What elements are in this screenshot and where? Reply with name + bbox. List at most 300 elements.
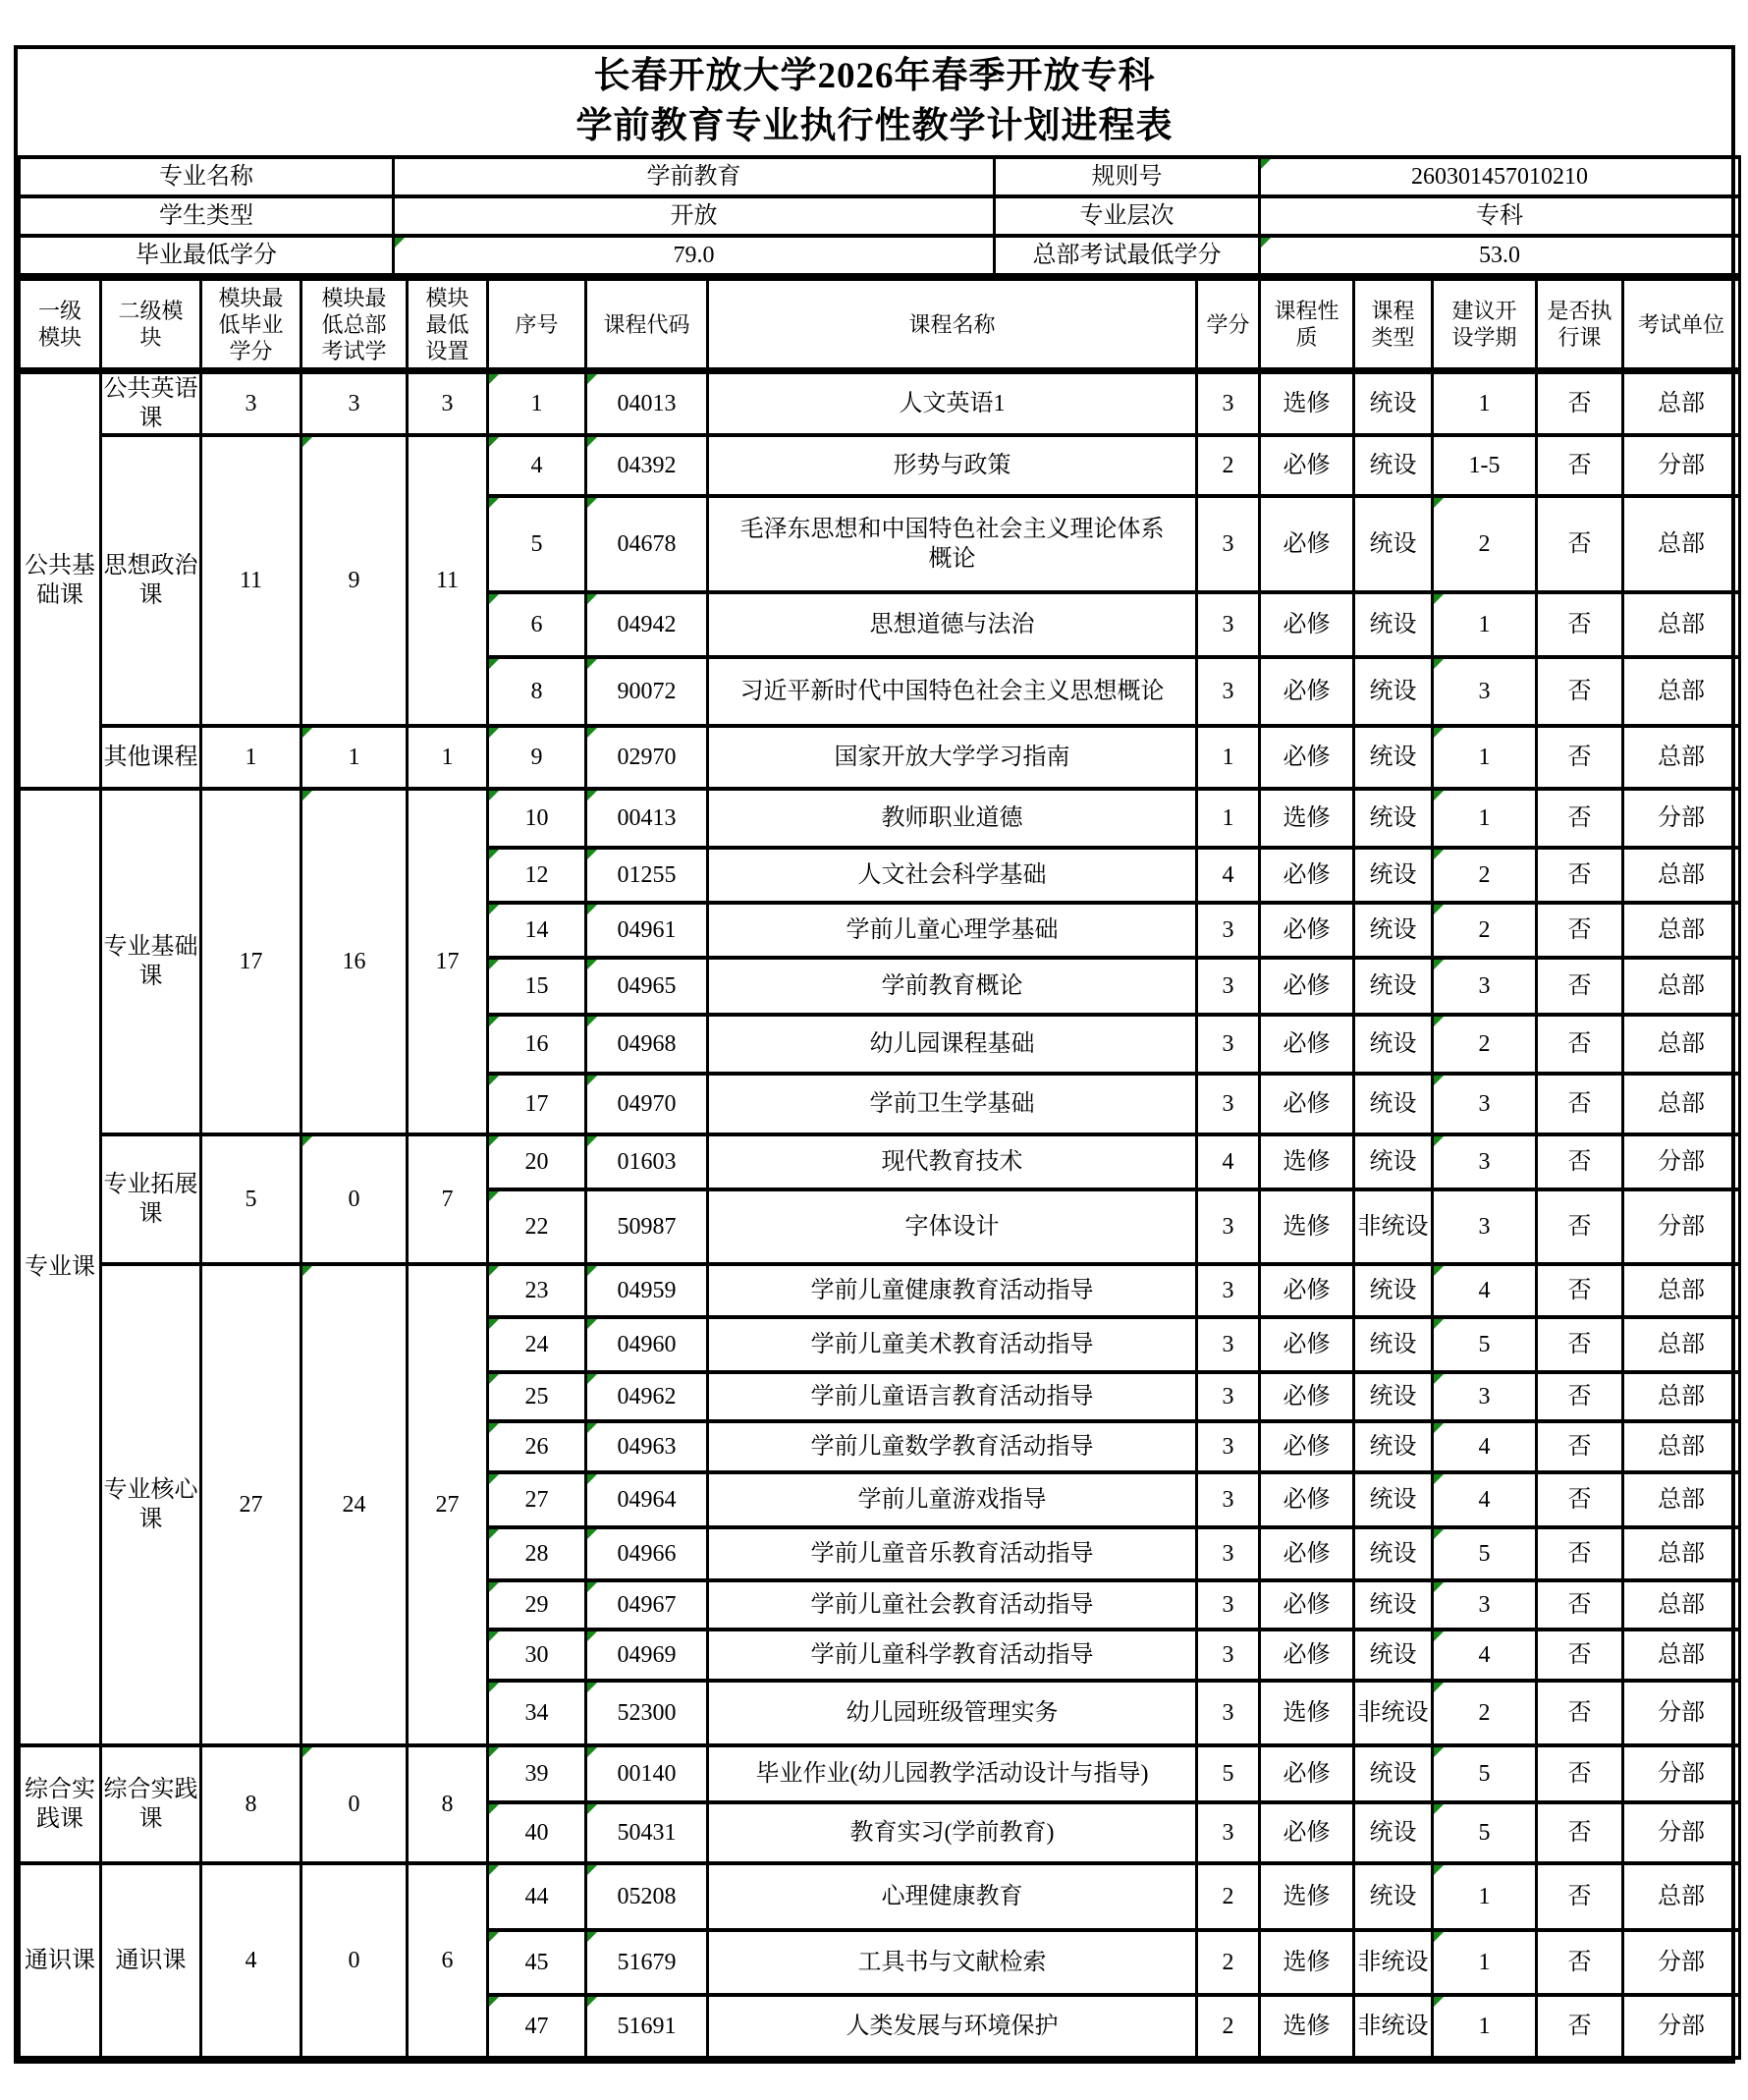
col-header-course-type: 课程类型	[1354, 279, 1433, 371]
credits-cell: 3	[1197, 1580, 1260, 1630]
seq-cell: 39	[488, 1745, 586, 1802]
module-min-grad-credits-cell: 27	[201, 1264, 301, 1745]
col-header-module-min-grad-credits: 模块最低毕业学分	[201, 279, 301, 371]
module-min-hq-exam-credits-cell: 16	[301, 789, 408, 1134]
course-type-cell: 统设	[1354, 1630, 1433, 1681]
course-nature-cell: 必修	[1260, 848, 1354, 903]
course-nature-cell: 必修	[1260, 1580, 1354, 1630]
suggested-term-cell: 5	[1433, 1317, 1537, 1372]
module-min-set-credits-cell: 6	[408, 1863, 488, 2058]
teaching-plan-sheet	[14, 45, 1735, 2064]
credits-cell: 3	[1197, 1074, 1260, 1134]
course-name-cell: 毕业作业(幼儿园教学活动设计与指导)	[708, 1745, 1197, 1802]
suggested-term-cell: 1	[1433, 371, 1537, 436]
course-nature-cell: 必修	[1260, 1745, 1354, 1802]
module-min-hq-exam-credits-cell: 0	[301, 1863, 408, 2058]
course-code-cell: 04969	[586, 1630, 708, 1681]
exam-unit-cell: 总部	[1623, 1074, 1740, 1134]
exec-flag-cell: 否	[1537, 1317, 1623, 1372]
course-code-cell: 00413	[586, 789, 708, 848]
course-row	[20, 1745, 1740, 1802]
seq-cell: 5	[488, 496, 586, 592]
credits-cell: 1	[1197, 789, 1260, 848]
course-code-cell: 04966	[586, 1527, 708, 1580]
level2-module-cell: 综合实践课	[101, 1745, 201, 1863]
course-type-cell: 统设	[1354, 726, 1433, 789]
course-name-cell: 工具书与文献检索	[708, 1930, 1197, 1995]
suggested-term-cell: 2	[1433, 848, 1537, 903]
credits-cell: 4	[1197, 1134, 1260, 1189]
exam-unit-cell: 总部	[1623, 1527, 1740, 1580]
exam-unit-cell: 总部	[1623, 848, 1740, 903]
course-nature-cell: 必修	[1260, 496, 1354, 592]
col-header-module-min-hq-exam-credits: 模块最低总部考试学	[301, 279, 408, 371]
info-row-student-type	[20, 196, 1740, 236]
course-code-cell: 04970	[586, 1074, 708, 1134]
suggested-term-cell: 5	[1433, 1802, 1537, 1863]
course-code-cell: 02970	[586, 726, 708, 789]
exec-flag-cell: 否	[1537, 1074, 1623, 1134]
exam-unit-cell: 分部	[1623, 1134, 1740, 1189]
credits-cell: 3	[1197, 1802, 1260, 1863]
course-type-cell: 统设	[1354, 1863, 1433, 1930]
suggested-term-cell: 5	[1433, 1527, 1537, 1580]
course-name-cell: 学前卫生学基础	[708, 1074, 1197, 1134]
suggested-term-cell: 1-5	[1433, 435, 1537, 496]
module-min-hq-exam-credits-cell: 0	[301, 1134, 408, 1264]
course-name-cell: 幼儿园课程基础	[708, 1015, 1197, 1074]
seq-cell: 30	[488, 1630, 586, 1681]
credits-cell: 3	[1197, 1317, 1260, 1372]
course-nature-cell: 选修	[1260, 1995, 1354, 2058]
exec-flag-cell: 否	[1537, 789, 1623, 848]
level2-module-cell: 专业基础课	[101, 789, 201, 1134]
credits-cell: 3	[1197, 1472, 1260, 1527]
module-min-hq-exam-credits-cell: 24	[301, 1264, 408, 1745]
course-row	[20, 789, 1740, 848]
seq-cell: 44	[488, 1863, 586, 1930]
info-label-student-type: 学生类型	[20, 196, 394, 236]
exam-unit-cell: 分部	[1623, 1189, 1740, 1264]
seq-cell: 28	[488, 1527, 586, 1580]
course-type-cell: 统设	[1354, 657, 1433, 726]
exam-unit-cell: 总部	[1623, 1472, 1740, 1527]
suggested-term-cell: 3	[1433, 1074, 1537, 1134]
exec-flag-cell: 否	[1537, 1930, 1623, 1995]
exec-flag-cell: 否	[1537, 1745, 1623, 1802]
course-name-cell: 学前儿童语言教育活动指导	[708, 1372, 1197, 1421]
course-type-cell: 统设	[1354, 1134, 1433, 1189]
suggested-term-cell: 1	[1433, 1930, 1537, 1995]
seq-cell: 4	[488, 435, 586, 496]
course-type-cell: 非统设	[1354, 1189, 1433, 1264]
course-nature-cell: 必修	[1260, 1527, 1354, 1580]
course-name-cell: 心理健康教育	[708, 1863, 1197, 1930]
module-min-grad-credits-cell: 5	[201, 1134, 301, 1264]
exec-flag-cell: 否	[1537, 1580, 1623, 1630]
course-row	[20, 1264, 1740, 1317]
exam-unit-cell: 分部	[1623, 1930, 1740, 1995]
exam-unit-cell: 总部	[1623, 657, 1740, 726]
seq-cell: 8	[488, 657, 586, 726]
course-name-cell: 毛泽东思想和中国特色社会主义理论体系概论	[708, 496, 1197, 592]
course-type-cell: 非统设	[1354, 1995, 1433, 2058]
course-code-cell: 04968	[586, 1015, 708, 1074]
course-code-cell: 90072	[586, 657, 708, 726]
exec-flag-cell: 否	[1537, 1527, 1623, 1580]
credits-cell: 3	[1197, 371, 1260, 436]
exam-unit-cell: 总部	[1623, 1630, 1740, 1681]
module-min-grad-credits-cell: 4	[201, 1863, 301, 2058]
course-row	[20, 726, 1740, 789]
exam-unit-cell: 分部	[1623, 1745, 1740, 1802]
exec-flag-cell: 否	[1537, 848, 1623, 903]
credits-cell: 1	[1197, 726, 1260, 789]
course-type-cell: 统设	[1354, 1372, 1433, 1421]
course-type-cell: 非统设	[1354, 1681, 1433, 1745]
course-type-cell: 统设	[1354, 592, 1433, 657]
course-name-cell: 学前儿童游戏指导	[708, 1472, 1197, 1527]
title-line-1: 长春开放大学2026年春季开放专科	[593, 56, 1156, 96]
course-row	[20, 1863, 1740, 1930]
exec-flag-cell: 否	[1537, 1681, 1623, 1745]
exam-unit-cell: 总部	[1623, 496, 1740, 592]
course-nature-cell: 必修	[1260, 1802, 1354, 1863]
exam-unit-cell: 总部	[1623, 903, 1740, 958]
course-type-cell: 统设	[1354, 1421, 1433, 1472]
course-nature-cell: 选修	[1260, 1189, 1354, 1264]
exec-flag-cell: 否	[1537, 496, 1623, 592]
exec-flag-cell: 否	[1537, 1802, 1623, 1863]
document-title	[18, 49, 1731, 155]
seq-cell: 47	[488, 1995, 586, 2058]
course-code-cell: 04392	[586, 435, 708, 496]
course-code-cell: 04678	[586, 496, 708, 592]
suggested-term-cell: 2	[1433, 903, 1537, 958]
credits-cell: 2	[1197, 435, 1260, 496]
course-type-cell: 统设	[1354, 435, 1433, 496]
module-min-hq-exam-credits-cell: 1	[301, 726, 408, 789]
course-type-cell: 统设	[1354, 903, 1433, 958]
suggested-term-cell: 3	[1433, 958, 1537, 1015]
level2-module-cell: 专业拓展课	[101, 1134, 201, 1264]
suggested-term-cell: 4	[1433, 1264, 1537, 1317]
course-nature-cell: 选修	[1260, 789, 1354, 848]
module-min-set-credits-cell: 8	[408, 1745, 488, 1863]
suggested-term-cell: 3	[1433, 1372, 1537, 1421]
course-row	[20, 371, 1740, 436]
course-name-cell: 人类发展与环境保护	[708, 1995, 1197, 2058]
course-code-cell: 04967	[586, 1580, 708, 1630]
exec-flag-cell: 否	[1537, 1134, 1623, 1189]
course-name-cell: 教育实习(学前教育)	[708, 1802, 1197, 1863]
seq-cell: 12	[488, 848, 586, 903]
course-name-cell: 人文英语1	[708, 371, 1197, 436]
course-name-cell: 习近平新时代中国特色社会主义思想概论	[708, 657, 1197, 726]
module-min-set-credits-cell: 1	[408, 726, 488, 789]
exam-unit-cell: 总部	[1623, 371, 1740, 436]
exec-flag-cell: 否	[1537, 592, 1623, 657]
course-name-cell: 思想道德与法治	[708, 592, 1197, 657]
course-type-cell: 统设	[1354, 1264, 1433, 1317]
exam-unit-cell: 分部	[1623, 435, 1740, 496]
credits-cell: 3	[1197, 1527, 1260, 1580]
level2-module-cell: 其他课程	[101, 726, 201, 789]
exec-flag-cell: 否	[1537, 958, 1623, 1015]
course-code-cell: 01603	[586, 1134, 708, 1189]
credits-cell: 3	[1197, 496, 1260, 592]
col-header-level2-module: 二级模块	[101, 279, 201, 371]
col-header-credits: 学分	[1197, 279, 1260, 371]
course-row	[20, 1134, 1740, 1189]
suggested-term-cell: 1	[1433, 1995, 1537, 2058]
course-nature-cell: 必修	[1260, 1074, 1354, 1134]
course-row	[20, 435, 1740, 496]
course-name-cell: 幼儿园班级管理实务	[708, 1681, 1197, 1745]
info-value-student-type: 开放	[394, 196, 995, 236]
course-name-cell: 教师职业道德	[708, 789, 1197, 848]
credits-cell: 3	[1197, 592, 1260, 657]
course-plan-table	[18, 277, 1741, 2060]
exam-unit-cell: 总部	[1623, 958, 1740, 1015]
seq-cell: 22	[488, 1189, 586, 1264]
column-header-row	[20, 279, 1740, 371]
course-name-cell: 学前儿童社会教育活动指导	[708, 1580, 1197, 1630]
info-label-major-name: 专业名称	[20, 157, 394, 196]
course-code-cell: 51679	[586, 1930, 708, 1995]
course-type-cell: 统设	[1354, 789, 1433, 848]
exec-flag-cell: 否	[1537, 1863, 1623, 1930]
exam-unit-cell: 分部	[1623, 1681, 1740, 1745]
course-type-cell: 统设	[1354, 848, 1433, 903]
course-name-cell: 国家开放大学学习指南	[708, 726, 1197, 789]
seq-cell: 16	[488, 1015, 586, 1074]
credits-cell: 3	[1197, 1372, 1260, 1421]
credits-cell: 3	[1197, 657, 1260, 726]
course-nature-cell: 选修	[1260, 1134, 1354, 1189]
course-type-cell: 非统设	[1354, 1930, 1433, 1995]
module-min-hq-exam-credits-cell: 0	[301, 1745, 408, 1863]
level2-module-cell: 通识课	[101, 1863, 201, 2058]
suggested-term-cell: 1	[1433, 789, 1537, 848]
level1-module-cell: 公共基础课	[20, 371, 101, 790]
course-code-cell: 04960	[586, 1317, 708, 1372]
exam-unit-cell: 总部	[1623, 1264, 1740, 1317]
seq-cell: 45	[488, 1930, 586, 1995]
course-code-cell: 04013	[586, 371, 708, 436]
course-code-cell: 05208	[586, 1863, 708, 1930]
info-label-rule-number: 规则号	[995, 157, 1260, 196]
exec-flag-cell: 否	[1537, 657, 1623, 726]
course-nature-cell: 必修	[1260, 958, 1354, 1015]
info-value-hq-exam-min-credits: 53.0	[1260, 236, 1740, 275]
seq-cell: 17	[488, 1074, 586, 1134]
module-min-grad-credits-cell: 3	[201, 371, 301, 436]
suggested-term-cell: 2	[1433, 1681, 1537, 1745]
course-nature-cell: 选修	[1260, 1930, 1354, 1995]
course-name-cell: 学前儿童美术教育活动指导	[708, 1317, 1197, 1372]
course-code-cell: 50431	[586, 1802, 708, 1863]
suggested-term-cell: 1	[1433, 1863, 1537, 1930]
seq-cell: 10	[488, 789, 586, 848]
course-code-cell: 04961	[586, 903, 708, 958]
seq-cell: 26	[488, 1421, 586, 1472]
credits-cell: 3	[1197, 903, 1260, 958]
module-min-grad-credits-cell: 17	[201, 789, 301, 1134]
seq-cell: 23	[488, 1264, 586, 1317]
credits-cell: 3	[1197, 1189, 1260, 1264]
level2-module-cell: 思想政治课	[101, 435, 201, 726]
exam-unit-cell: 总部	[1623, 1421, 1740, 1472]
seq-cell: 27	[488, 1472, 586, 1527]
exec-flag-cell: 否	[1537, 1995, 1623, 2058]
col-header-course-name: 课程名称	[708, 279, 1197, 371]
seq-cell: 34	[488, 1681, 586, 1745]
course-code-cell: 01255	[586, 848, 708, 903]
col-header-module-min-set: 模块最低设置	[408, 279, 488, 371]
exec-flag-cell: 否	[1537, 371, 1623, 436]
course-type-cell: 统设	[1354, 1527, 1433, 1580]
course-nature-cell: 必修	[1260, 1421, 1354, 1472]
course-nature-cell: 必修	[1260, 726, 1354, 789]
credits-cell: 2	[1197, 1863, 1260, 1930]
module-min-set-credits-cell: 3	[408, 371, 488, 436]
seq-cell: 40	[488, 1802, 586, 1863]
credits-cell: 3	[1197, 1630, 1260, 1681]
level2-module-cell: 公共英语课	[101, 371, 201, 436]
suggested-term-cell: 2	[1433, 496, 1537, 592]
info-value-min-grad-credits: 79.0	[394, 236, 995, 275]
col-header-exec-flag: 是否执行课	[1537, 279, 1623, 371]
info-label-major-level: 专业层次	[995, 196, 1260, 236]
col-header-level1-module: 一级模块	[20, 279, 101, 371]
exam-unit-cell: 分部	[1623, 1802, 1740, 1863]
course-code-cell: 04962	[586, 1372, 708, 1421]
level2-module-cell: 专业核心课	[101, 1264, 201, 1745]
course-code-cell: 04964	[586, 1472, 708, 1527]
module-min-grad-credits-cell: 8	[201, 1745, 301, 1863]
credits-cell: 3	[1197, 1421, 1260, 1472]
col-header-exam-unit: 考试单位	[1623, 279, 1740, 371]
course-nature-cell: 必修	[1260, 1472, 1354, 1527]
course-nature-cell: 必修	[1260, 1372, 1354, 1421]
info-value-major-level: 专科	[1260, 196, 1740, 236]
course-name-cell: 学前儿童心理学基础	[708, 903, 1197, 958]
course-name-cell: 人文社会科学基础	[708, 848, 1197, 903]
course-code-cell: 04965	[586, 958, 708, 1015]
course-nature-cell: 选修	[1260, 1863, 1354, 1930]
info-value-rule-number: 260301457010210	[1260, 157, 1740, 196]
col-header-suggested-term: 建议开设学期	[1433, 279, 1537, 371]
seq-cell: 24	[488, 1317, 586, 1372]
module-min-grad-credits-cell: 1	[201, 726, 301, 789]
module-min-set-credits-cell: 17	[408, 789, 488, 1134]
credits-cell: 2	[1197, 1995, 1260, 2058]
course-name-cell: 学前儿童科学教育活动指导	[708, 1630, 1197, 1681]
spreadsheet-page	[0, 45, 1748, 2100]
info-label-hq-exam-min-credits: 总部考试最低学分	[995, 236, 1260, 275]
col-header-course-code: 课程代码	[586, 279, 708, 371]
course-type-cell: 统设	[1354, 1745, 1433, 1802]
course-name-cell: 学前儿童健康教育活动指导	[708, 1264, 1197, 1317]
course-nature-cell: 必修	[1260, 592, 1354, 657]
course-code-cell: 50987	[586, 1189, 708, 1264]
info-label-min-grad-credits: 毕业最低学分	[20, 236, 394, 275]
course-type-cell: 统设	[1354, 1074, 1433, 1134]
exam-unit-cell: 总部	[1623, 726, 1740, 789]
suggested-term-cell: 4	[1433, 1421, 1537, 1472]
suggested-term-cell: 2	[1433, 1015, 1537, 1074]
course-type-cell: 统设	[1354, 1317, 1433, 1372]
suggested-term-cell: 3	[1433, 657, 1537, 726]
credits-cell: 3	[1197, 1015, 1260, 1074]
exec-flag-cell: 否	[1537, 1630, 1623, 1681]
credits-cell: 3	[1197, 958, 1260, 1015]
course-name-cell: 字体设计	[708, 1189, 1197, 1264]
module-min-hq-exam-credits-cell: 3	[301, 371, 408, 436]
exec-flag-cell: 否	[1537, 1472, 1623, 1527]
credits-cell: 2	[1197, 1930, 1260, 1995]
course-type-cell: 统设	[1354, 371, 1433, 436]
course-nature-cell: 必修	[1260, 1630, 1354, 1681]
info-row-credits	[20, 236, 1740, 275]
exec-flag-cell: 否	[1537, 1421, 1623, 1472]
seq-cell: 15	[488, 958, 586, 1015]
course-code-cell: 04942	[586, 592, 708, 657]
seq-cell: 6	[488, 592, 586, 657]
course-type-cell: 统设	[1354, 1802, 1433, 1863]
course-nature-cell: 必修	[1260, 435, 1354, 496]
level1-module-cell: 专业课	[20, 789, 101, 1745]
level1-module-cell: 综合实践课	[20, 1745, 101, 1863]
seq-cell: 14	[488, 903, 586, 958]
course-name-cell: 形势与政策	[708, 435, 1197, 496]
seq-cell: 25	[488, 1372, 586, 1421]
program-info-table	[18, 155, 1741, 277]
suggested-term-cell: 4	[1433, 1630, 1537, 1681]
exec-flag-cell: 否	[1537, 435, 1623, 496]
module-min-set-credits-cell: 7	[408, 1134, 488, 1264]
course-type-cell: 统设	[1354, 1472, 1433, 1527]
exec-flag-cell: 否	[1537, 726, 1623, 789]
course-code-cell: 04959	[586, 1264, 708, 1317]
exam-unit-cell: 总部	[1623, 1580, 1740, 1630]
info-row-major	[20, 157, 1740, 196]
seq-cell: 29	[488, 1580, 586, 1630]
suggested-term-cell: 5	[1433, 1745, 1537, 1802]
exam-unit-cell: 总部	[1623, 1015, 1740, 1074]
course-name-cell: 学前教育概论	[708, 958, 1197, 1015]
course-code-cell: 52300	[586, 1681, 708, 1745]
credits-cell: 3	[1197, 1681, 1260, 1745]
suggested-term-cell: 4	[1433, 1472, 1537, 1527]
course-nature-cell: 必修	[1260, 1264, 1354, 1317]
course-code-cell: 04963	[586, 1421, 708, 1472]
exec-flag-cell: 否	[1537, 1372, 1623, 1421]
exam-unit-cell: 总部	[1623, 1372, 1740, 1421]
course-name-cell: 学前儿童数学教育活动指导	[708, 1421, 1197, 1472]
exec-flag-cell: 否	[1537, 1189, 1623, 1264]
course-type-cell: 统设	[1354, 958, 1433, 1015]
course-name-cell: 学前儿童音乐教育活动指导	[708, 1527, 1197, 1580]
suggested-term-cell: 3	[1433, 1189, 1537, 1264]
course-code-cell: 00140	[586, 1745, 708, 1802]
course-type-cell: 统设	[1354, 1580, 1433, 1630]
col-header-course-nature: 课程性质	[1260, 279, 1354, 371]
exec-flag-cell: 否	[1537, 1264, 1623, 1317]
course-nature-cell: 必修	[1260, 903, 1354, 958]
exam-unit-cell: 总部	[1623, 1317, 1740, 1372]
